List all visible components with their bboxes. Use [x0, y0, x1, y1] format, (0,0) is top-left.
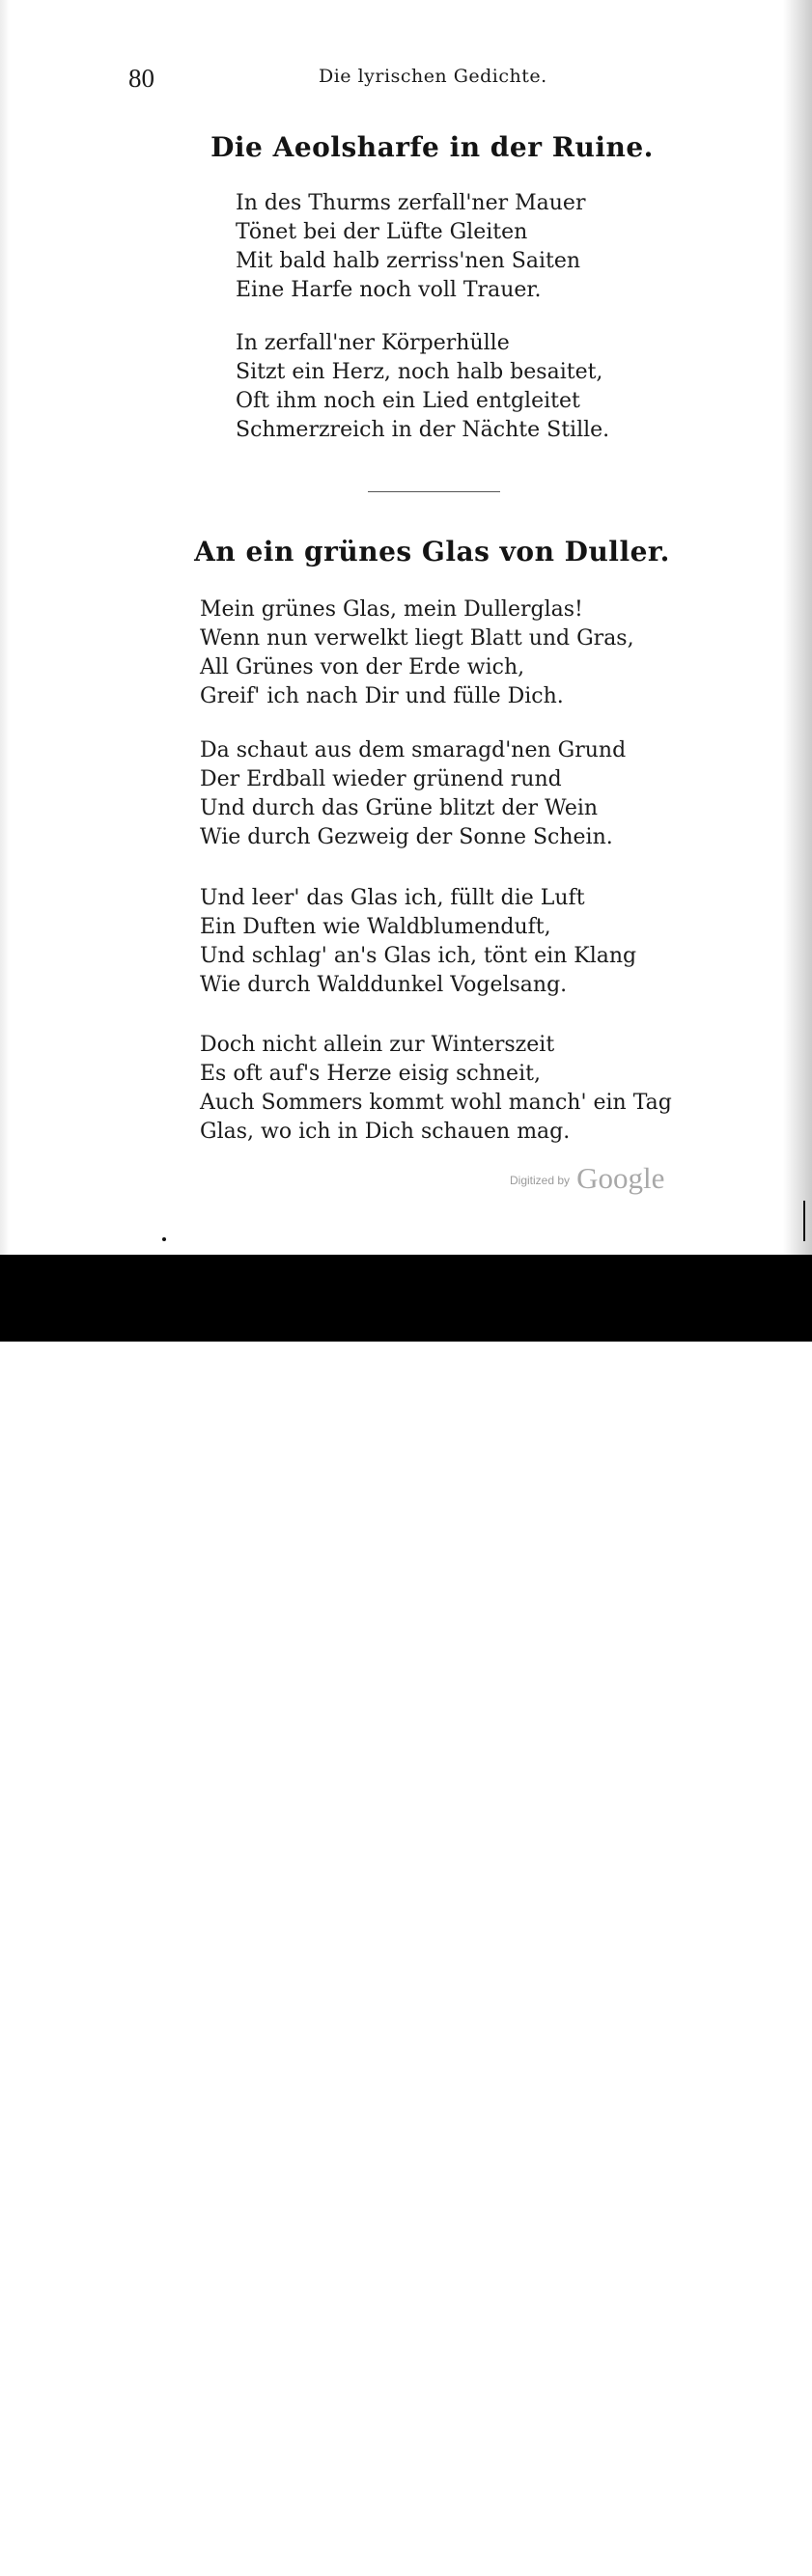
poem-title-aeolsharfe: Die Aeolsharfe in der Ruine.	[210, 131, 654, 163]
stock-url: www.alamy.com	[658, 2557, 775, 2575]
alamy-logo: alamy	[42, 2516, 164, 2566]
stanza	[200, 596, 634, 711]
page-gutter-shadow	[783, 0, 812, 1255]
stanza	[200, 884, 636, 1000]
verse-line: In des Thurms zerfall'ner Mauer	[236, 191, 586, 215]
verse-line: Sitzt ein Herz, noch halb besaitet,	[236, 360, 603, 384]
digitized-by-google	[510, 1161, 664, 1196]
stock-watermark-bar	[0, 1255, 812, 2575]
verse-line: Schmerzreich in der Nächte Stille.	[236, 418, 610, 442]
verse-line: Glas, wo ich in Dich schauen mag.	[200, 1120, 571, 1144]
verse-line: Auch Sommers kommt wohl manch' ein Tag	[200, 1091, 672, 1115]
page-header	[0, 60, 812, 98]
book-page	[0, 0, 812, 1255]
stanza	[236, 329, 609, 445]
verse-line: Oft ihm noch ein Lied entgleitet	[236, 389, 580, 413]
verse-line: Und leer' das Glas ich, füllt die Luft	[200, 886, 585, 910]
digitized-by-label: Digitized by	[510, 1174, 571, 1187]
verse-line: Da schaut aus dem smaragd'nen Grund	[200, 738, 627, 762]
verse-line: Greif' ich nach Dir und fülle Dich.	[200, 684, 564, 708]
verse-line: Tönet bei der Lüfte Gleiten	[236, 220, 528, 244]
page-edge-mark	[803, 1201, 805, 1241]
verse-line: Und durch das Grüne blitzt der Wein	[200, 796, 599, 820]
poem-title-gruenes-glas: An ein grünes Glas von Duller.	[194, 536, 670, 568]
verse-line: Wie durch Walddunkel Vogelsang.	[200, 973, 568, 997]
stray-ink-dot	[162, 1237, 166, 1241]
verse-line: Wenn nun verwelkt liegt Blatt und Gras,	[200, 626, 634, 651]
verse-line: Mit bald halb zerriss'nen Saiten	[236, 249, 581, 273]
running-head: Die lyrischen Gedichte.	[319, 66, 547, 87]
page-number: 80	[128, 64, 154, 93]
verse-line: Doch nicht allein zur Winterszeit	[200, 1033, 555, 1057]
verse-line: Ein Duften wie Waldblumenduft,	[200, 915, 551, 939]
verse-line: Und schlag' an's Glas ich, tönt ein Klang	[200, 944, 637, 968]
page-left-edge	[0, 0, 10, 1255]
verse-line: Wie durch Gezweig der Sonne Schein.	[200, 825, 613, 849]
verse-line: Eine Harfe noch voll Trauer.	[236, 278, 542, 302]
stanza	[200, 736, 626, 852]
verse-line: Es oft auf's Herze eisig schneit,	[200, 1062, 541, 1086]
verse-line: All Grünes von der Erde wich,	[200, 655, 525, 679]
verse-line: Mein grünes Glas, mein Dullerglas!	[200, 597, 583, 622]
image-id-label: Image ID: KWJK7C	[632, 2528, 775, 2546]
section-divider	[368, 491, 500, 492]
google-logo: Google	[576, 1161, 665, 1195]
verse-line: Der Erdball wieder grünend rund	[200, 767, 562, 791]
verse-line: In zerfall'ner Körperhülle	[236, 331, 510, 355]
stanza	[236, 189, 585, 305]
stanza	[200, 1031, 672, 1147]
